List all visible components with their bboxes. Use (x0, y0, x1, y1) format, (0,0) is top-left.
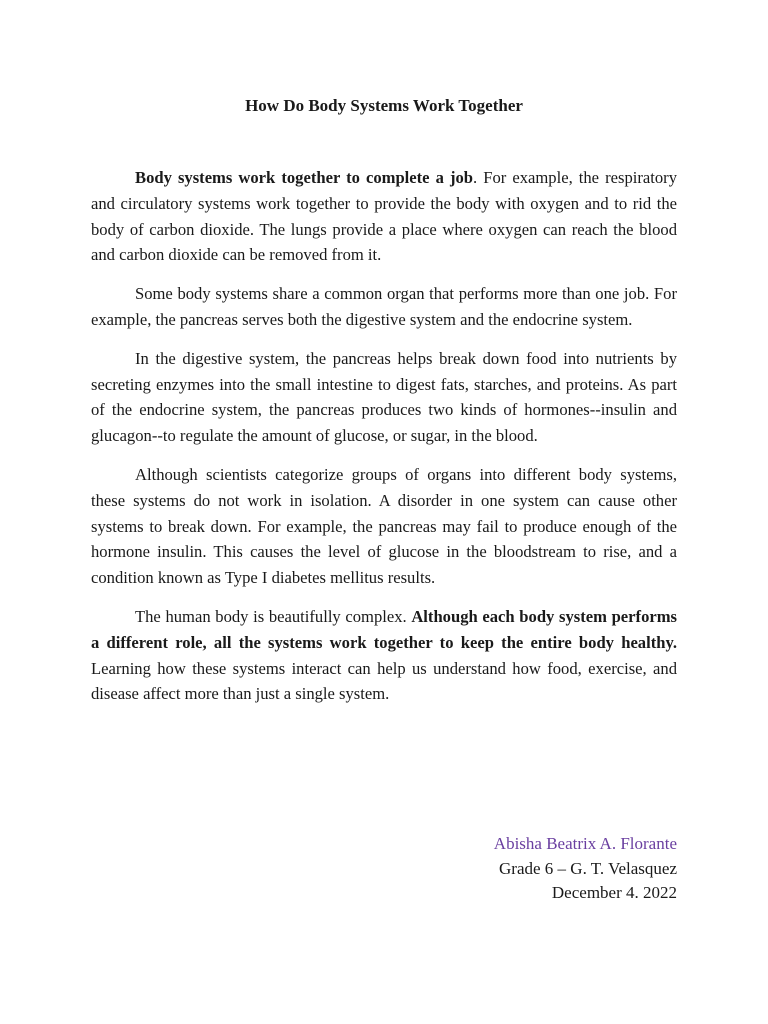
document-date: December 4. 2022 (551, 883, 677, 902)
paragraph-5 (91, 604, 677, 707)
paragraph-3: In the digestive system, the pancreas helps break down food into nutrients by secreting enzymes into the small intestine to digest fats, starches, and proteins. As part of the endocrine system, the pancreas produces two kinds of hormones--insulin and glucagon--to regulate the amount of glucose, or sugar, in the blood. (91, 348, 677, 446)
author-grade: Grade 6 – G. T. Velasquez (499, 858, 677, 878)
paragraph-1-text: . For example, the respiratory and circulatory systems work together to provide the body with oxygen and to rid the body of carbon dioxide. The lungs provide a place where oxygen can reach the blood and carbon dioxide can be removed from it. (91, 168, 677, 265)
paragraph-5-lead: The human body is beautifully complex. (135, 606, 412, 626)
paragraph-1 (91, 165, 677, 268)
document-title: How Do Body Systems Work Together (245, 96, 523, 115)
paragraph-5-text: Learning how these systems interact can help us understand how food, exercise, and disease affect more than just a single system. (91, 658, 677, 704)
paragraph-2: Some body systems share a common organ that performs more than one job. For example, the pancreas serves both the digestive system and the endocrine system. (91, 284, 677, 329)
paragraph-4: Although scientists categorize groups of organs into different body systems, these systems do not work in isolation. A disorder in one system can cause other systems to break down. For example, the pancreas may fail to produce enough of the hormone insulin. This causes the level of glucose in the bloodstream to rise, and a condition known as Type I diabetes mellitus results. (91, 464, 677, 588)
signature-block (494, 832, 677, 906)
paragraph-5-bold: Although each body system performs a different role, all the systems work together to keep the entire body healthy. (91, 606, 678, 652)
paragraph-1-bold-lead: Body systems work together to complete a job (135, 168, 474, 187)
document-body (91, 165, 677, 720)
author-name: Abisha Beatrix A. Florante (493, 834, 677, 853)
